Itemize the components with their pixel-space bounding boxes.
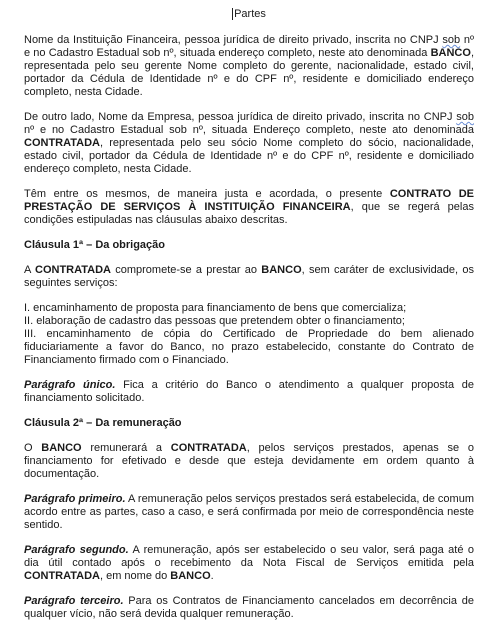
clause-1-services-list: [24, 302, 474, 367]
clause-1-paragrafo-unico: Parágrafo único. Fica a critério do Banco o atendimento a qualquer proposta de financiamento solicitado.: [24, 379, 474, 404]
spellcheck-word[interactable]: sob: [442, 34, 461, 46]
clause-2-intro: O BANCO remunerará a CONTRATADA, pelos serviços prestados, apenas se o financiamento for efetivado e desde que esteja devidamente em ordem quanto à documentação.: [24, 442, 474, 480]
clause-1-intro: A CONTRATADA compromete-se a prestar ao BANCO, sem caráter de exclusividade, os seguintes serviços:: [24, 264, 474, 289]
agreement-paragraph: Têm entre os mesmos, de maneira justa e acordada, o presente CONTRATO DE PRESTAÇÃO DE SERVIÇOS À INSTITUIÇÃO FINANCEIRA, que se regerá pelas condições estipuladas nas cláusulas abaixo descritas.: [24, 188, 474, 226]
spellcheck-word[interactable]: sob: [456, 111, 474, 123]
list-item: I. encaminhamento de proposta para financiamento de bens que comercializa;: [24, 302, 407, 314]
clause-1-heading: Cláusula 1ª – Da obrigação: [24, 239, 166, 251]
list-item: II. elaboração de cadastro das pessoas que pretendem obter o financiamento;: [24, 315, 405, 327]
party-bank-paragraph: Nome da Instituição Financeira, pessoa jurídica de direito privado, inscrita no CNPJ sob nº e no Cadastro Estadual sob nº, situada endereço completo, neste ato denominada BANCO, representada pelo seu gerente Nome completo do gerente, nacionalidade, estado civil, portador da Cédula de Identidade nº e do CPF nº, residente e domiciliado endereço completo, nesta Cidade.: [24, 34, 474, 98]
clause-2-heading: Cláusula 2ª – Da remuneração: [24, 417, 182, 429]
clause-2-paragrafo-segundo: Parágrafo segundo. A remuneração, após ser estabelecido o seu valor, será paga até o dia útil contado após o recebimento da Nota Fiscal de Serviços emitida pela CONTRATADA, em nome do BANCO.: [24, 544, 475, 582]
clause-2-paragrafo-terceiro: Parágrafo terceiro. Para os Contratos de Financiamento cancelados em decorrência de qualquer vício, não será devida qualquer remuneração.: [24, 595, 474, 620]
document-page: [24, 8, 474, 633]
document-title: Partes: [234, 8, 266, 20]
clause-2-paragrafo-primeiro: Parágrafo primeiro. A remuneração pelos serviços prestados será estabelecida, de comum acordo entre as partes, caso a caso, e será confirmada por meio de correspondência neste sentido.: [24, 493, 474, 531]
party-company-paragraph: De outro lado, Nome da Empresa, pessoa jurídica de direito privado, inscrita no CNPJ sob nº e no Cadastro Estadual sob nº, situada Endereço completo, neste ato denominada CONTRATADA, representada pelo seu sócio Nome completo do sócio, nacionalidade, estado civil, portador da Cédula de Identidade nº e do CPF nº, residente e domiciliado endereço completo, nesta Cidade.: [24, 111, 474, 175]
list-item: III. encaminhamento de cópia do Certificado de Propriedade do bem alienado fiduciariamente a favor do Banco, no prazo estabelecido, constante do Contrato de Financiamento firmado com o Financiado.: [24, 328, 474, 366]
